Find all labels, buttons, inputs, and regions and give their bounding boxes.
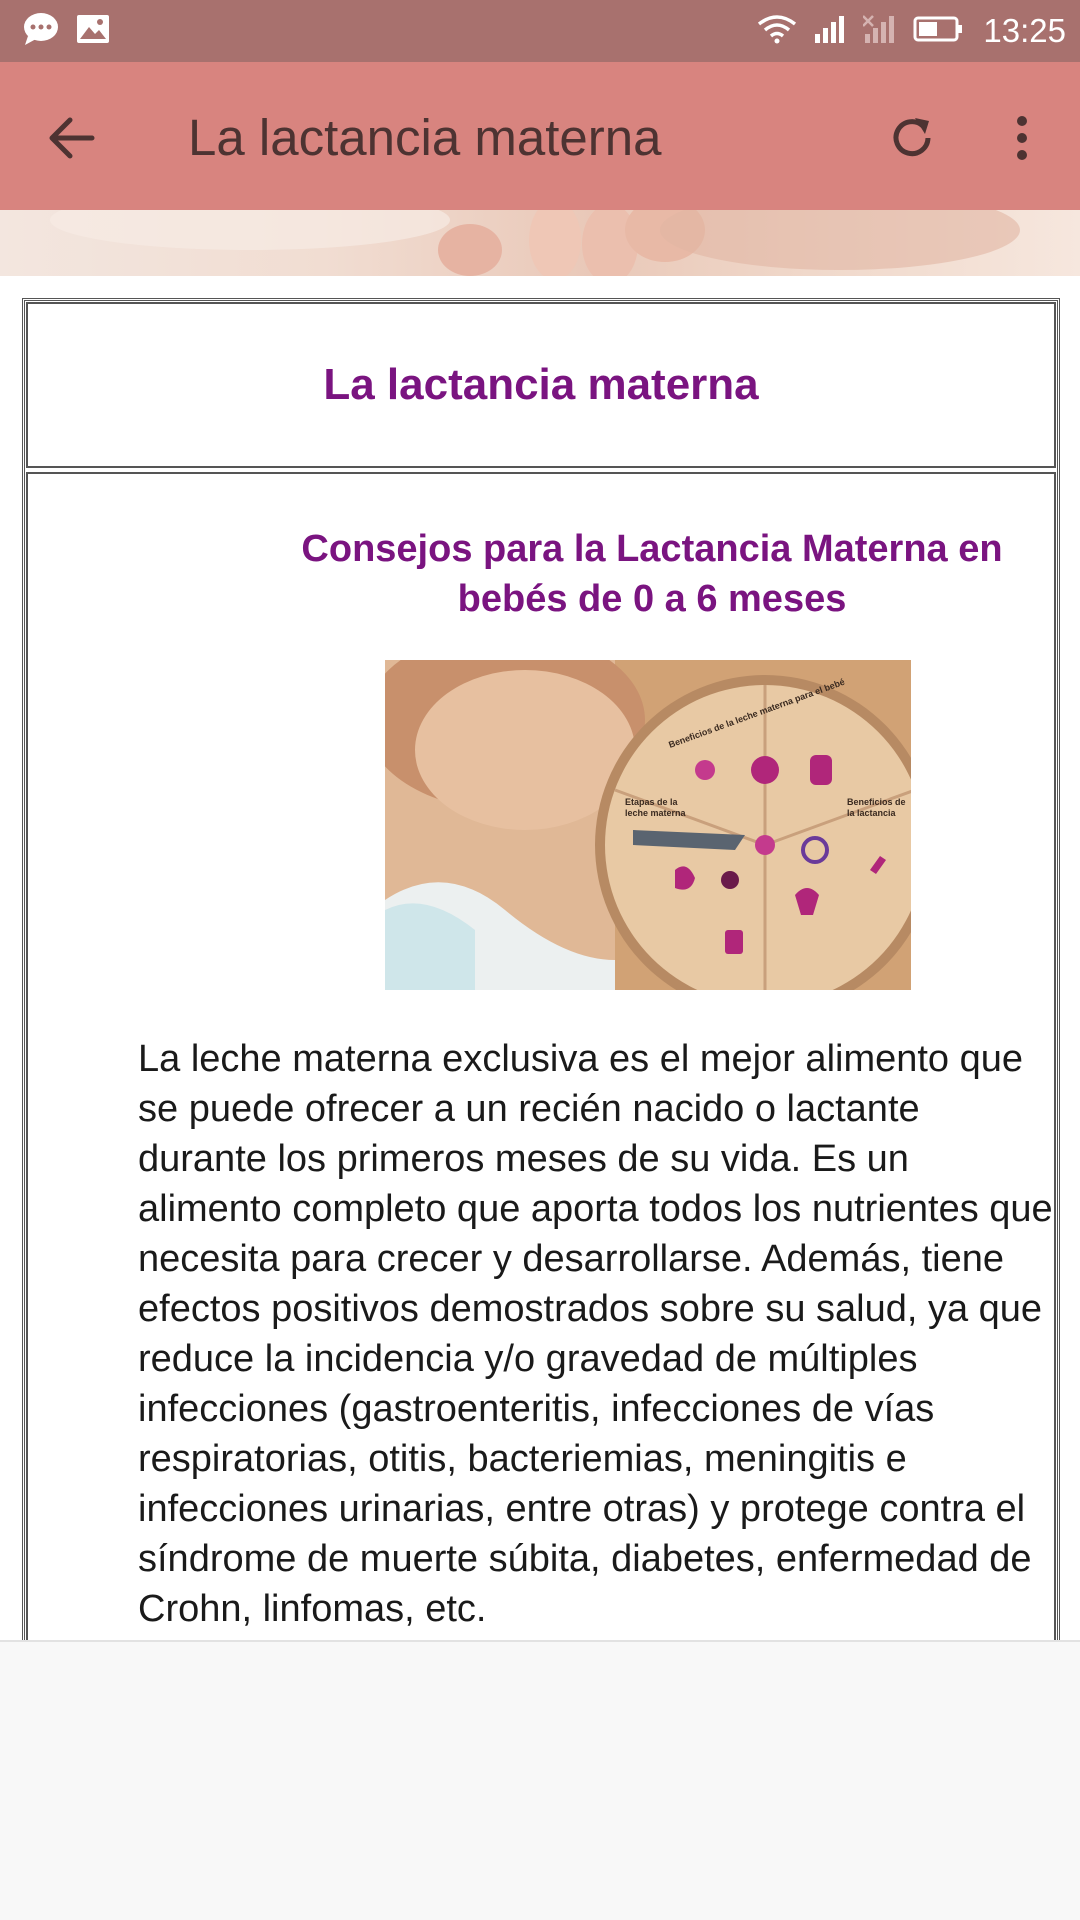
article-content[interactable] [0,276,1080,1640]
image-icon [76,14,110,49]
refresh-button[interactable] [880,106,944,170]
status-left [22,12,110,51]
title-cell [26,302,1056,468]
app-bar [0,62,1080,210]
status-bar [0,0,1080,62]
no-signal-icon [863,14,897,49]
article-paragraph: La leche materna exclusiva es el mejor alimento que se puede ofrecer a un recién nacido o lactante durante los primeros meses de su vida. Es un alimento completo que aporta todos los nutrientes que necesita para crecer y desarrollarse. Además, tiene efectos positivos demostrados sobre su salud, ya que reduce la incidencia y/o gravedad de múltiples infecciones (gastroenteritis, infecciones de vías respiratorias, otitis, bacteriemias, meningitis e infecciones urinarias, entre otras) y protege contra el síndrome de muerte súbita, diabetes, enfermedad de Crohn, linfomas, etc. [138,1038,1053,1630]
chat-icon [22,12,60,51]
status-right [757,12,1066,50]
status-time: 13:25 [983,12,1066,49]
infographic-label-1b: leche materna [625,808,686,818]
signal-icon [813,14,847,49]
bottom-blank-area [0,1640,1080,1920]
more-options-button[interactable] [1000,106,1044,170]
infographic-label-2b: la lactancia [847,808,896,818]
infographic-label-1: Etapas de la [625,797,678,807]
more-vert-icon [1014,114,1030,162]
battery-icon [913,15,963,48]
back-arrow-icon [48,116,96,160]
header-banner-image [0,210,1080,276]
breastfeeding-infographic-image [385,660,911,990]
body-cell [26,472,1056,1640]
back-button[interactable] [40,106,104,170]
wifi-icon [757,14,797,49]
infographic-label-2: Beneficios de [847,797,906,807]
article-subtitle: Consejos para la Lactancia Materna en bebés de 0 a 6 meses [301,528,1003,620]
app-title: La lactancia materna [188,109,662,166]
infographic-header: Beneficios de la leche materna para el bebé [667,676,847,750]
refresh-icon [887,113,937,163]
article-title: La lactancia materna [323,360,759,409]
